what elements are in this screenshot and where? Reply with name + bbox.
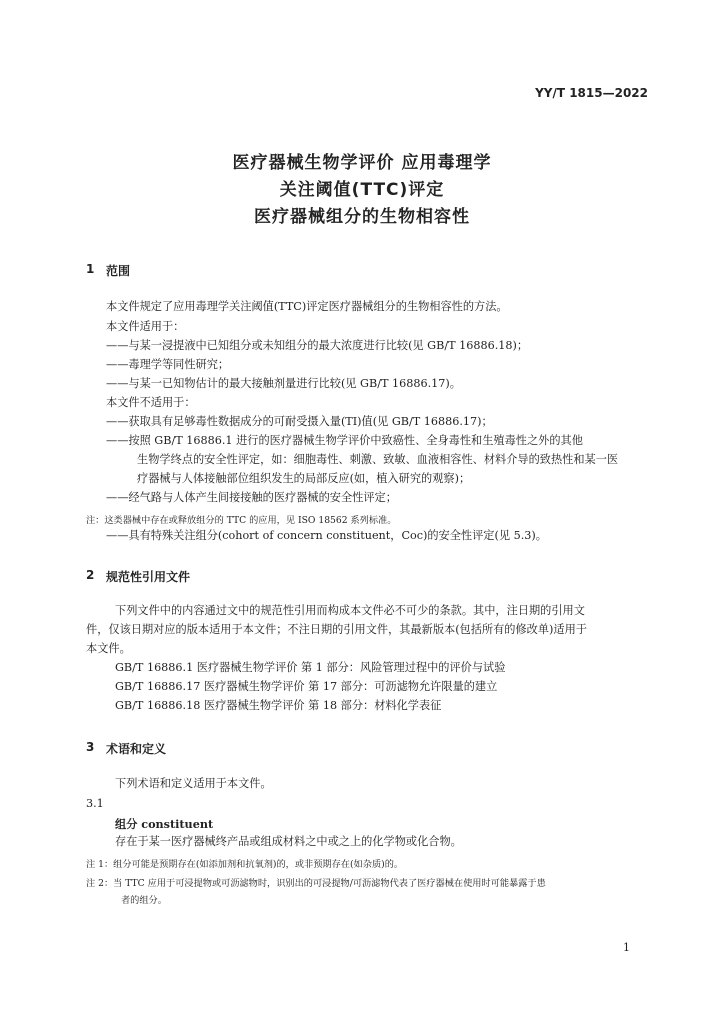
- s2-ref-1: GB/T 16886.1 医疗器械生物学评价 第 1 部分：风险管理过程中的评价与试验: [115, 661, 506, 674]
- section-2-title: 规范性引用文件: [106, 570, 191, 584]
- s1-last-line: ——具有特殊关注组分(cohort of concern constituent，Coc)的安全性评定(见 5.3)。: [106, 529, 547, 542]
- s1-line-5: ——与某一已知物估计的最大接触剂量进行比较(见 GB/T 16886.17)。: [106, 377, 461, 390]
- section-1-title: 范围: [106, 264, 131, 278]
- s1-note: 注：这类器械中存在或释放组分的 TTC 的应用，见 ISO 18562 系列标准。: [86, 515, 397, 526]
- page-number: 1: [623, 941, 630, 954]
- s1-line-3: ——与某一浸提液中已知组分或未知组分的最大浓度进行比较(见 GB/T 16886.18)；: [106, 339, 529, 352]
- s2-para-line-1: 下列文件中的内容通过文中的规范性引用而构成本文件必不可少的条款。其中，注日期的引用文: [115, 604, 585, 617]
- s3-note-2-line-1: 注 2：当 TTC 应用于可浸提物或可沥滤物时，识别出的可浸提物/可沥滤物代表了医疗器械在使用时可能暴露于患: [86, 878, 546, 889]
- s2-para-line-3: 本文件。: [86, 642, 131, 655]
- section-3-title: 术语和定义: [106, 742, 167, 756]
- s3-note-2-line-2: 者的组分。: [121, 895, 167, 906]
- section-1-number: 1: [86, 262, 95, 276]
- s1-line-9: 生物学终点的安全性评定，如：细胞毒性、刺激、致敏、血液相容性、材料介导的致热性和某一医: [137, 453, 619, 466]
- s3-subsection-number: 3.1: [86, 797, 104, 810]
- s1-line-6: 本文件不适用于：: [106, 396, 196, 409]
- s2-ref-2: GB/T 16886.17 医疗器械生物学评价 第 17 部分：可沥滤物允许限量的建立: [115, 680, 498, 693]
- s1-line-10: 疗器械与人体接触部位组织发生的局部反应(如，植入研究的观察)；: [137, 472, 471, 485]
- s1-line-1: 本文件规定了应用毒理学关注阈值(TTC)评定医疗器械组分的生物相容性的方法。: [106, 300, 508, 313]
- title-line-3: 医疗器械组分的生物相容性: [254, 207, 470, 227]
- title-line-1: 医疗器械生物学评价 应用毒理学: [232, 153, 492, 173]
- s1-line-8: ——按照 GB/T 16886.1 进行的医疗器械生物学评价中致癌性、全身毒性和生殖毒性之外的其他: [106, 434, 583, 447]
- s1-line-2: 本文件适用于：: [106, 320, 185, 333]
- s2-para-line-2: 件，仅该日期对应的版本适用于本文件；不注日期的引用文件，其最新版本(包括所有的修改单)适用于: [86, 623, 587, 636]
- title-line-2: 关注阈值(TTC)评定: [279, 180, 445, 200]
- s2-ref-3: GB/T 16886.18 医疗器械生物学评价 第 18 部分：材料化学表征: [115, 699, 442, 712]
- s3-definition: 存在于某一医疗器械终产品或组成材料之中或之上的化学物或化合物。: [115, 835, 462, 848]
- section-2-number: 2: [86, 568, 95, 582]
- s1-line-11: ——经气路与人体产生间接接触的医疗器械的安全性评定；: [106, 491, 397, 504]
- s3-term: 组分 constituent: [115, 817, 214, 831]
- section-3-number: 3: [86, 740, 95, 754]
- s3-intro: 下列术语和定义适用于本文件。: [115, 777, 272, 790]
- s3-note-1: 注 1：组分可能是预期存在(如添加剂和抗氧剂)的，或非预期存在(如杂质)的。: [86, 859, 404, 870]
- standard-code: YY/T 1815—2022: [535, 86, 648, 100]
- s1-line-7: ——获取具有足够毒性数据成分的可耐受摄入量(TI)值(见 GB/T 16886.17)；: [106, 415, 493, 428]
- s1-line-4: ——毒理学等同性研究；: [106, 358, 230, 371]
